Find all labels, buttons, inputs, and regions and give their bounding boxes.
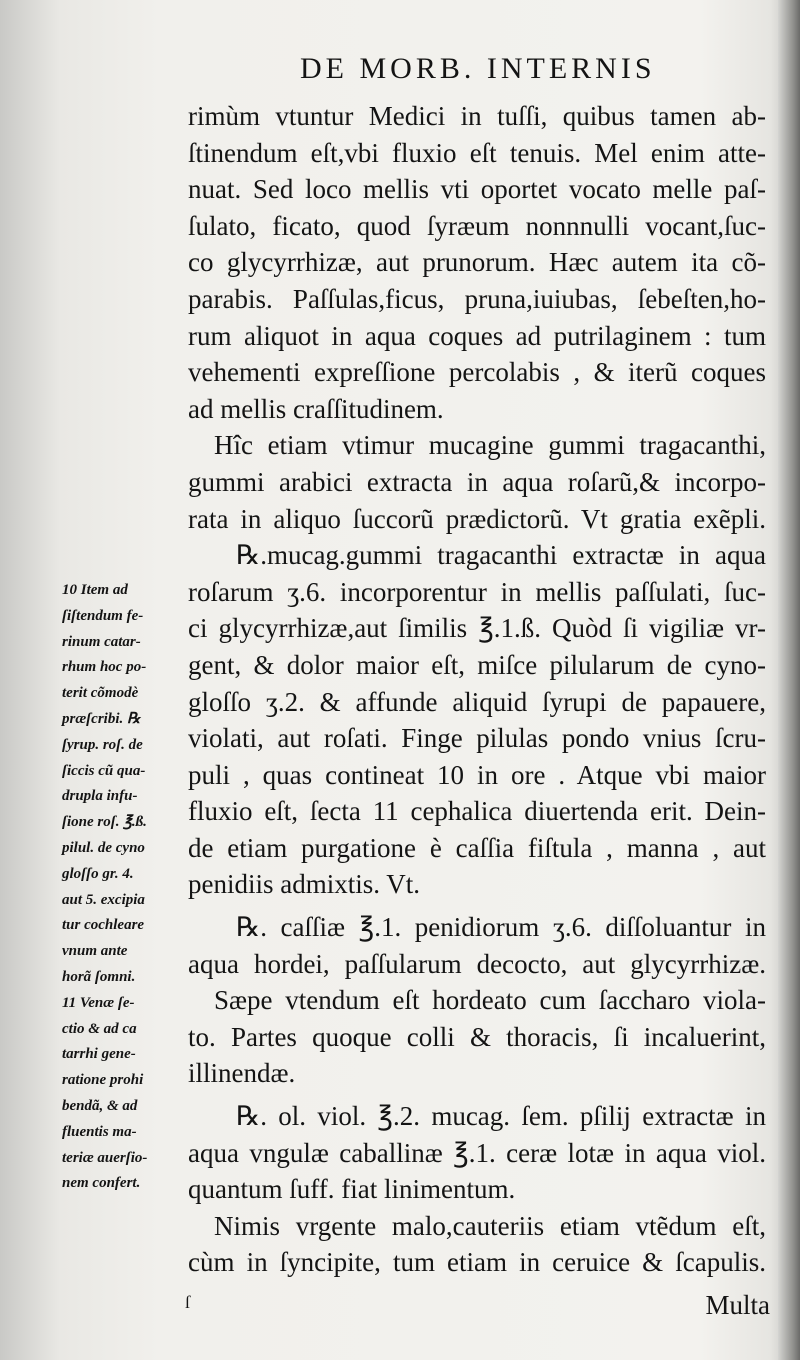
text-line: vehementi expreſſione percolabis , & iterũ coques — [188, 357, 766, 388]
text-line: ℞. caſſiæ ℥.1. penidiorum ʒ.6. diſſoluantur in — [236, 912, 766, 943]
margin-note-line: ſiſtendum fe- — [62, 607, 144, 624]
margin-notes — [62, 578, 202, 1197]
text-line: illinendæ. — [188, 1058, 296, 1089]
margin-note-line: nem confert. — [62, 1175, 141, 1192]
text-line: de etiam purgatione è caſſia fiſtula , manna , aut — [188, 832, 766, 863]
text-line: puli , quas contineat 10 in ore . Atque vbi maior — [188, 759, 766, 790]
margin-note-line: terit cõmodè — [62, 685, 139, 702]
text-line: to. Partes quoque colli & thoracis, ſi incaluerint, — [188, 1021, 766, 1052]
text-line: ad mellis craſſitudinem. — [188, 393, 444, 424]
text-line: rata in aliquo ſuccorũ prædictorũ. Vt gratia exẽpli. — [188, 503, 766, 534]
margin-note-line: rhum hoc po- — [62, 659, 147, 676]
margin-note-line: teriæ auerſio- — [62, 1149, 148, 1166]
text-line: ℞.mucag.gummi tragacanthi extractæ in aqua — [236, 540, 766, 571]
margin-note-line: ſiccis cũ qua- — [62, 762, 146, 779]
margin-note-line: drupla infu- — [62, 788, 138, 805]
margin-note-line: 11 Venæ ſe- — [62, 994, 135, 1011]
text-line: ſulato, ficato, quod ſyræum nonnnulli vocant,ſuc- — [188, 210, 766, 241]
text-line: gummi arabici extracta in aqua roſarũ,& incorpo- — [188, 466, 766, 497]
margin-note-line: rinum catar- — [62, 633, 141, 650]
text-line: rimùm vtuntur Medici in tuſſi, quibus tamen ab- — [188, 101, 766, 131]
margin-note-line: præſcribi. ℞ — [62, 710, 141, 727]
text-line: Hîc etiam vtimur mucagine gummi tragacanthi, — [214, 430, 766, 461]
catchword: Multa — [705, 1290, 770, 1320]
text-line: ci glycyrrhizæ,aut ſimilis ℥.1.ß. Quòd ſi vigiliæ vr- — [188, 613, 766, 644]
text-line: Nimis vrgente malo,cauteriis etiam vtẽdum eſt, — [214, 1210, 766, 1241]
text-line: gent, & dolor maior eſt, miſce pilularum de cyno- — [188, 649, 766, 680]
margin-note-line: ratione prohi — [62, 1072, 144, 1089]
margin-note-line: horã ſomni. — [62, 968, 136, 985]
text-line: cùm in ſyncipite, tum etiam in ceruice & ſcapulis. — [188, 1247, 766, 1278]
margin-note-line: ſyrup. roſ. de — [62, 736, 143, 753]
text-line: nuat. Sed loco mellis vti oportet vocato melle paſ- — [188, 174, 766, 205]
text-line: rum aliquot in aqua coques ad putrilaginem : tum — [188, 320, 766, 351]
margin-note-line: bendã, & ad — [62, 1097, 138, 1114]
margin-note-line: gloſſo gr. 4. — [62, 865, 134, 882]
text-line: violati, aut roſati. Finge pilulas pondo vnius ſcru- — [188, 723, 766, 754]
margin-note-line: fluentis ma- — [62, 1123, 137, 1140]
running-head: DE MORB. INTERNIS — [300, 52, 656, 85]
margin-note-line: ſione roſ. ℥.ß. — [62, 814, 147, 831]
text-line: penidiis admixtis. Vt. — [188, 869, 421, 900]
text-line: ℞. ol. viol. ℥.2. mucag. ſem. pſilij extractæ in — [236, 1101, 766, 1132]
text-line: roſarum ʒ.6. incorporentur in mellis paſſulati, ſuc- — [188, 576, 766, 607]
margin-note-line: tarrhi gene- — [62, 1046, 136, 1063]
margin-note-line: aut 5. excipia — [62, 891, 145, 908]
main-text-block — [188, 98, 766, 1281]
book-spine-shadow — [778, 0, 800, 1360]
text-line: Sæpe vtendum eſt hordeato cum ſaccharo viola- — [214, 985, 766, 1016]
margin-note-line: pilul. de cyno — [62, 839, 145, 856]
text-line: parabis. Paſſulas,ficus, pruna,iuiubas, ſebeſten,ho- — [188, 283, 766, 314]
text-line: aqua hordei, paſſularum decocto, aut glycyrrhizæ. — [188, 948, 766, 979]
text-line: gloſſo ʒ.2. & affunde aliquid ſyrupi de papauere, — [188, 686, 766, 717]
signature-mark: ſ — [185, 1292, 191, 1312]
text-line: fluxio eſt, ſecta 11 cephalica diuertenda erit. Dein- — [188, 796, 766, 827]
margin-note-line: vnum ante — [62, 943, 128, 960]
text-line: co glycyrrhizæ, aut prunorum. Hæc autem ita cõ- — [188, 247, 766, 278]
margin-note-line: tur cochleare — [62, 917, 145, 934]
margin-note-line: 10 Item ad — [62, 582, 128, 598]
text-line: aqua vngulæ caballinæ ℥.1. ceræ lotæ in aqua viol. — [188, 1137, 766, 1168]
text-line: quantum ſuff. fiat linimentum. — [188, 1174, 516, 1205]
margin-note-line: ctio & ad ca — [62, 1020, 137, 1037]
text-line: ſtinendum eſt,vbi fluxio eſt tenuis. Mel enim atte- — [188, 137, 766, 168]
